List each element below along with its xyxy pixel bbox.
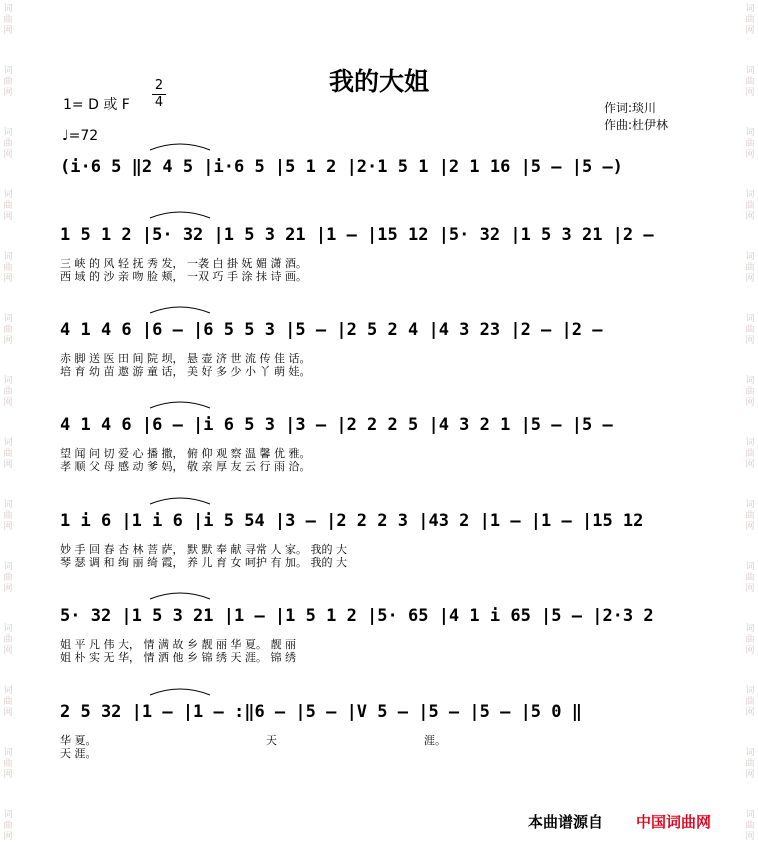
watermark-text: 词 曲 网 [3, 686, 13, 718]
watermark-text: 词 曲 网 [3, 562, 13, 594]
watermark-text: 词 曲 网 [3, 438, 13, 470]
watermark-text: 词 曲 网 [745, 314, 755, 346]
slur-mark [150, 689, 210, 695]
slur-mark [150, 593, 210, 599]
watermark-text: 词 曲 网 [745, 66, 755, 98]
source-label: 本曲谱源自 [528, 813, 604, 831]
watermark-text: 词 曲 网 [745, 128, 755, 160]
watermark-text: 词 曲 网 [745, 438, 755, 470]
song-title: 我的大姐 [328, 67, 429, 96]
lyricist-credit: 作词:琰川 [604, 101, 657, 115]
watermark-text: 词 曲 网 [745, 624, 755, 656]
watermark-text: 词 曲 网 [3, 624, 13, 656]
watermark-text: 词 曲 网 [745, 562, 755, 594]
meter-bottom: 4 [152, 94, 166, 111]
quarter-note-icon: ♩ [62, 128, 69, 144]
lyric-verse-1: 望 闻 问 切 爱 心 播 撒， 俯 仰 观 察 温 馨 优 雅。 [60, 447, 311, 460]
notation-line: (i·6 5 ‖2 4 5 |i·6 5 |5 1 2 |2·1 5 1 |2 1 16 |5 – |5 –) [60, 157, 623, 177]
watermark-text: 词 曲 网 [745, 252, 755, 284]
notation-line: 1 5 1 2 |5· 32 |1 5 3 21 |1 – |15 12 |5· 32 |1 5 3 21 |2 – [60, 225, 654, 245]
lyric-verse-2: 孝 顺 父 母 感 动 爹 妈， 敬 亲 厚 友 云 行 雨 洽。 [60, 460, 311, 473]
watermark-text: 词 曲 网 [3, 190, 13, 222]
lyric-verse-1: 华 夏。 [60, 734, 97, 747]
site-link[interactable]: 中国词曲网 [636, 813, 712, 831]
watermark-text: 词 曲 网 [745, 4, 755, 36]
watermark-text: 词 曲 网 [3, 4, 13, 36]
watermark-text: 词 曲 网 [3, 748, 13, 780]
coda-lyric-1: 天 [266, 734, 277, 747]
lyric-verse-2: 天 涯。 [60, 747, 97, 760]
watermark-text: 词 曲 网 [3, 376, 13, 408]
watermark-text: 词 曲 网 [3, 128, 13, 160]
slur-mark [150, 307, 210, 313]
watermark-text: 词 曲 网 [745, 500, 755, 532]
watermark-text: 词 曲 网 [745, 190, 755, 222]
notation-line: 5· 32 |1 5 3 21 |1 – |1 5 1 2 |5· 65 |4 1 i 65 |5 – |2·3 2 [60, 606, 654, 626]
tempo-value: =72 [68, 128, 99, 144]
key-signature: 1= D 或 F [63, 97, 130, 113]
notation-line: 4 1 4 6 |6 – |6 5 5 3 |5 – |2 5 2 4 |4 3 23 |2 – |2 – [60, 320, 603, 340]
notation-line: 2 5 32 |1 – |1 – :‖6 – |5 – |V 5 – |5 – |5 – |5 0 ‖ [60, 702, 582, 722]
lyric-verse-1: 姐 平 凡 伟 大， 情 满 故 乡 靓 丽 华 夏。 靓 丽 [60, 638, 296, 651]
watermark-text: 词 曲 网 [3, 252, 13, 284]
watermark-text: 词 曲 网 [745, 376, 755, 408]
coda-lyric-2: 涯。 [424, 734, 446, 747]
notation-line: 1 i 6 |1 i 6 |i 5 54 |3 – |2 2 2 3 |43 2 |1 – |1 – |15 12 [60, 511, 644, 531]
lyric-verse-1: 妙 手 回 春 杏 林 菩 萨， 默 默 奉 献 寻常 人 家。 我的 大 [60, 543, 347, 556]
watermark-text: 词 曲 网 [745, 810, 755, 842]
slur-mark [150, 498, 210, 504]
lyric-verse-2: 琴 瑟 调 和 绚 丽 绮 霞， 养 儿 育 女 呵护 有 加。 我的 大 [60, 556, 347, 569]
lyric-verse-2: 姐 朴 实 无 华， 情 洒 他 乡 锦 绣 天 涯。 锦 绣 [60, 651, 296, 664]
watermark-text: 词 曲 网 [3, 810, 13, 842]
slur-mark [150, 144, 210, 150]
composer-credit: 作曲:杜伊林 [604, 118, 669, 132]
lyric-verse-1: 赤 脚 送 医 田 间 院 坝， 悬 壶 济 世 流 传 佳 话。 [60, 352, 311, 365]
watermark-text: 词 曲 网 [745, 748, 755, 780]
watermark-text: 词 曲 网 [3, 314, 13, 346]
notation-line: 4 1 4 6 |6 – |i 6 5 3 |3 – |2 2 2 5 |4 3 2 1 |5 – |5 – [60, 415, 613, 435]
lyric-verse-1: 三 峡 的 风 轻 抚 秀 发， 一袭 白 掛 妩 媚 潇 酒。 [60, 257, 307, 270]
watermark-text: 词 曲 网 [3, 500, 13, 532]
lyric-verse-2: 西 域 的 沙 亲 吻 脸 颊， 一双 巧 手 涂 抹 诗 画。 [60, 270, 307, 283]
watermark-text: 词 曲 网 [3, 66, 13, 98]
lyric-verse-2: 培 育 幼 苗 遨 游 童 话， 美 好 多 少 小 丫 萌 娃。 [60, 365, 311, 378]
meter-top: 2 [154, 78, 164, 93]
slur-mark [150, 212, 210, 218]
slur-mark [150, 402, 210, 408]
watermark-text: 词 曲 网 [745, 686, 755, 718]
